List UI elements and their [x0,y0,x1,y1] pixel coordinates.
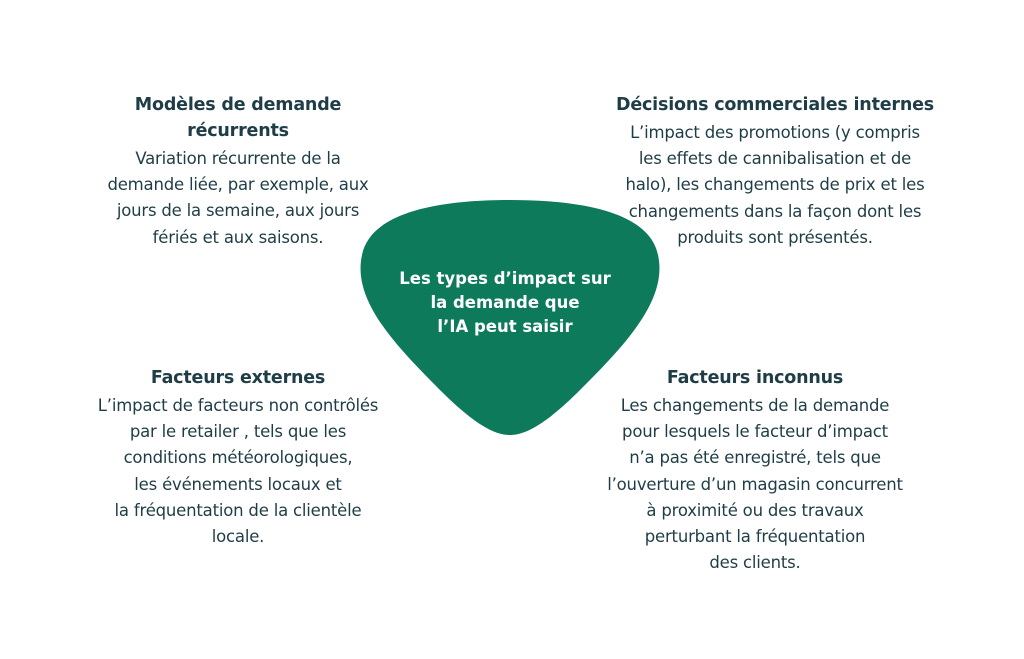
body-line: Les changements de la demande [620,396,890,415]
external-factors-block [78,365,398,550]
body-line: Variation récurrente de la [135,149,341,168]
body-line: L’impact de facteurs non contrôlés [97,396,379,415]
body-line: demande liée, par exemple, aux [107,175,369,195]
block-body [88,146,388,251]
body-line: changements dans la façon dont les [628,201,922,221]
body-line: la fréquentation de la clientèle [114,500,362,520]
unknown-factors-block [595,365,915,576]
block-title [78,365,398,391]
body-line: L’impact des promotions (y compris [630,123,920,142]
block-body [595,393,915,576]
title-line: Décisions commerciales internes [616,95,934,115]
title-line: récurrents [187,121,289,141]
central-label-line: la demande que [430,293,580,312]
central-label-line: l’IA peut saisir [437,317,573,336]
central-label [370,267,640,339]
body-line: conditions météorologiques, [123,448,353,468]
recurring-demand-block [88,92,388,251]
body-line: fériés et aux saisons. [152,227,324,247]
body-line: pour lesquels le facteur d’impact [622,422,888,442]
title-line: Facteurs externes [150,368,326,388]
body-line: les effets de cannibalisation et de [638,149,912,169]
central-label-line: Les types d’impact sur [399,269,611,288]
body-line: perturbant la fréquentation [644,527,866,547]
body-line: halo), les changements de prix et les [625,175,925,195]
block-body [78,393,398,550]
body-line: n’a pas été enregistré, tels que [629,448,881,468]
title-line: Modèles de demande [134,95,342,115]
body-line: produits sont présentés. [677,227,873,247]
body-line: à proximité ou des travaux [646,500,864,520]
body-line: l’ouverture d’un magasin concurrent [607,474,903,494]
body-line: locale. [211,527,265,547]
internal-business-decisions-block [610,92,940,251]
block-title [88,92,388,144]
block-body [610,120,940,251]
body-line: les événements locaux et [134,474,342,494]
body-line: jours de la semaine, aux jours [116,201,360,221]
title-line: Facteurs inconnus [666,368,844,388]
block-title [610,92,940,118]
block-title [595,365,915,391]
body-line: des clients. [709,553,801,573]
body-line: par le retailer , tels que les [129,422,347,442]
